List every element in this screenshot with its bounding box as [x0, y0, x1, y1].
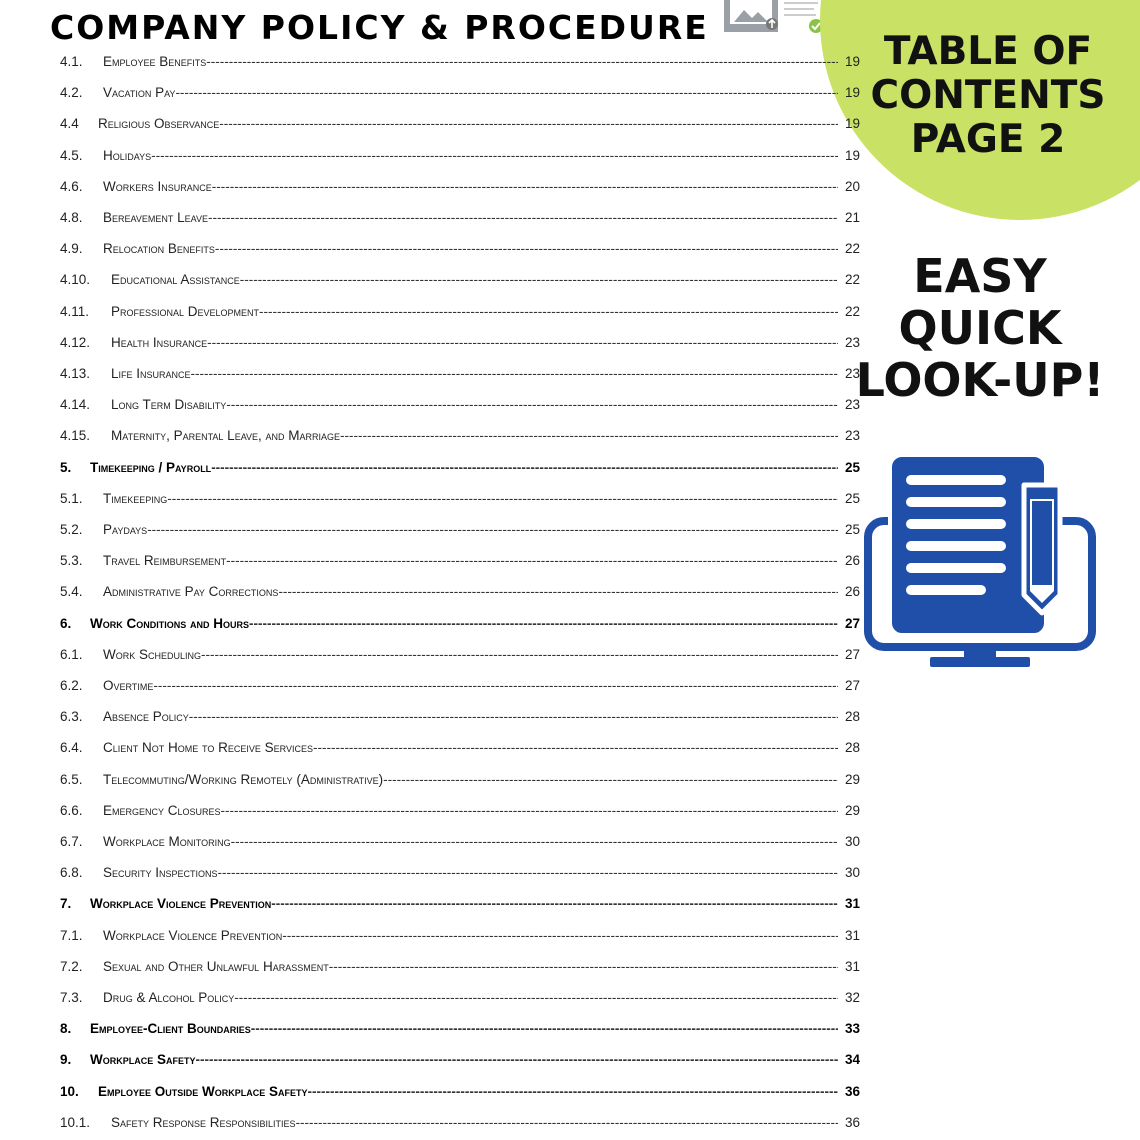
- toc-entry[interactable]: [60, 145, 860, 167]
- toc-entry-label: Administrative Pay Corrections: [103, 584, 279, 600]
- toc-leader-dots: [329, 956, 838, 978]
- toc-entry-label: Life Insurance: [111, 366, 191, 381]
- toc-entry-number: 5.: [60, 459, 72, 475]
- toc-entry-label: Employee-Client Boundaries: [90, 1021, 251, 1037]
- toc-entry-label: Timekeeping / Payroll: [90, 459, 212, 475]
- toc-entry-number: 4.5.: [60, 147, 83, 163]
- toc-leader-dots: [231, 831, 838, 853]
- toc-leader-dots: [383, 769, 838, 791]
- toc-entry-page: 26: [844, 584, 860, 600]
- toc-leader-dots: [215, 238, 838, 260]
- toc-leader-dots: [147, 519, 838, 541]
- toc-leader-dots: [219, 113, 838, 135]
- toc-entry-page: 30: [844, 865, 860, 881]
- toc-entry[interactable]: [60, 519, 860, 541]
- promo-line: EASY: [913, 249, 1047, 303]
- toc-entry-number: 6.8.: [60, 865, 83, 881]
- toc-entry-number: 6.2.: [60, 678, 83, 693]
- toc-entry[interactable]: [60, 1018, 860, 1040]
- toc-entry[interactable]: [60, 1049, 860, 1071]
- toc-entry-page: 27: [844, 678, 860, 693]
- toc-entry-label: Timekeeping: [103, 490, 168, 506]
- toc-entry[interactable]: [60, 987, 860, 1009]
- toc-entry-page: 30: [844, 834, 860, 849]
- toc-entry-number: 5.3.: [60, 553, 83, 569]
- toc-entry-page: 19: [844, 116, 860, 132]
- toc-entry[interactable]: [60, 457, 860, 479]
- toc-entry[interactable]: [60, 51, 860, 73]
- toc-entry-number: 4.4: [60, 116, 79, 132]
- toc-entry[interactable]: [60, 831, 860, 853]
- toc-entry-number: 8.: [60, 1021, 72, 1037]
- toc-entry-page: 34: [844, 1052, 860, 1068]
- document-monitor-icon: [864, 455, 1096, 670]
- toc-entry-label: Workplace Safety: [90, 1052, 196, 1068]
- toc-entry[interactable]: [60, 613, 860, 635]
- toc-entry-page: 36: [844, 1114, 860, 1130]
- toc-entry[interactable]: [60, 769, 860, 791]
- toc-leader-dots: [201, 644, 838, 666]
- toc-entry-number: 6.7.: [60, 834, 83, 849]
- toc-entry-number: 4.10.: [60, 272, 91, 288]
- toc-entry-label: Employee Outside Workplace Safety: [98, 1083, 308, 1099]
- toc-entry-number: 10.: [60, 1083, 79, 1099]
- toc-leader-dots: [189, 706, 838, 728]
- toc-leader-dots: [153, 675, 838, 697]
- toc-leader-dots: [211, 457, 838, 479]
- promo-line: QUICK: [898, 301, 1062, 355]
- toc-leader-dots: [212, 176, 838, 198]
- toc-entry-label: Employee Benefits: [103, 54, 207, 69]
- toc-entry-page: 23: [844, 428, 860, 444]
- toc-entry-label: Bereavement Leave: [103, 210, 208, 225]
- toc-leader-dots: [296, 1112, 838, 1134]
- toc-entry-page: 19: [844, 85, 860, 101]
- toc-entry-page: 36: [844, 1083, 860, 1099]
- toc-leader-dots: [226, 394, 838, 416]
- toc-entry[interactable]: [60, 82, 860, 104]
- page-title: COMPANY POLICY & PROCEDURE: [50, 8, 709, 47]
- toc-entry-page: 25: [844, 490, 860, 506]
- toc-entry-label: Emergency Closures: [103, 802, 221, 818]
- toc-entry-page: 22: [844, 272, 860, 288]
- toc-entry[interactable]: [60, 1112, 860, 1134]
- toc-entry-page: 32: [844, 990, 860, 1005]
- toc-entry-label: Vacation Pay: [103, 85, 176, 101]
- toc-entry[interactable]: [60, 675, 860, 697]
- toc-entry-label: Client Not Home to Receive Services: [103, 740, 313, 756]
- toc-entry[interactable]: [60, 301, 860, 323]
- toc-entry-label: Travel Reimbursement: [103, 553, 227, 569]
- toc-entry-number: 4.9.: [60, 241, 83, 257]
- toc-entry-label: Holidays: [103, 147, 152, 163]
- toc-entry-page: 22: [844, 241, 860, 257]
- toc-leader-dots: [259, 301, 838, 323]
- toc-entry-label: Workers Insurance: [103, 178, 212, 194]
- toc-entry-page: 22: [844, 303, 860, 319]
- toc-entry-number: 5.2.: [60, 522, 83, 537]
- toc-entry-page: 31: [844, 896, 860, 912]
- toc-leader-dots: [151, 145, 838, 167]
- toc-entry-page: 23: [844, 397, 860, 413]
- toc-entry-page: 19: [844, 54, 860, 69]
- toc-entry-label: Absence Policy: [103, 709, 189, 725]
- badge-line: CONTENTS: [870, 73, 1106, 118]
- toc-entry-label: Health Insurance: [111, 334, 208, 350]
- toc-entry-page: 27: [844, 615, 860, 631]
- toc-entry-page: 19: [844, 147, 860, 163]
- toc-entry-label: Workplace Monitoring: [103, 834, 231, 849]
- toc-entry-label: Long Term Disability: [111, 397, 227, 413]
- toc-entry-number: 4.12.: [60, 334, 91, 350]
- toc-entry[interactable]: [60, 363, 860, 385]
- toc-entry-number: 7.: [60, 896, 72, 912]
- toc-entry[interactable]: [60, 925, 860, 947]
- toc-entry-label: Educational Assistance: [111, 272, 240, 288]
- toc-entry[interactable]: [60, 113, 860, 135]
- toc-entry-label: Safety Response Responsibilities: [111, 1114, 296, 1130]
- toc-entry-label: Sexual and Other Unlawful Harassment: [103, 958, 329, 974]
- toc-entry[interactable]: [60, 488, 860, 510]
- badge-line: PAGE 2: [910, 117, 1066, 162]
- toc-entry-number: 6.1.: [60, 646, 83, 662]
- toc-entry-number: 6.: [60, 615, 72, 631]
- toc-leader-dots: [221, 800, 838, 822]
- toc-leader-dots: [313, 737, 838, 759]
- toc-entry-number: 4.13.: [60, 366, 91, 381]
- toc-entry-page: 26: [844, 553, 860, 569]
- toc-leader-dots: [308, 1081, 838, 1103]
- toc-leader-dots: [249, 613, 838, 635]
- promo-line: LOOK-UP!: [855, 353, 1105, 407]
- toc-entry-label: Security Inspections: [103, 865, 218, 881]
- toc-entry-label: Paydays: [103, 522, 148, 537]
- toc-entry-number: 6.4.: [60, 740, 83, 756]
- toc-entry-page: 21: [844, 210, 860, 225]
- toc-entry[interactable]: [60, 394, 860, 416]
- toc-entry-label: Maternity, Parental Leave, and Marriage: [111, 428, 341, 444]
- toc-leader-dots: [206, 51, 838, 73]
- toc-leader-dots: [191, 363, 838, 385]
- toc-entry-label: Overtime: [103, 678, 154, 693]
- toc-entry[interactable]: [60, 1081, 860, 1103]
- toc-entry[interactable]: [60, 893, 860, 915]
- toc-entry[interactable]: [60, 644, 860, 666]
- toc-entry-page: 28: [844, 709, 860, 725]
- toc-entry[interactable]: [60, 176, 860, 198]
- toc-entry-number: 5.1.: [60, 490, 83, 506]
- toc-leader-dots: [282, 925, 838, 947]
- toc-entry[interactable]: [60, 425, 860, 447]
- toc-leader-dots: [240, 269, 838, 291]
- toc-leader-dots: [271, 893, 838, 915]
- toc-entry-page: 28: [844, 740, 860, 756]
- toc-entry-number: 4.2.: [60, 85, 83, 101]
- toc-leader-dots: [175, 82, 838, 104]
- toc-leader-dots: [196, 1049, 839, 1071]
- toc-entry-number: 6.3.: [60, 709, 83, 725]
- toc-leader-dots: [278, 581, 838, 603]
- toc-leader-dots: [340, 425, 838, 447]
- toc-entry-page: 20: [844, 178, 860, 194]
- toc-entry-page: 31: [844, 958, 860, 974]
- toc-entry[interactable]: [60, 238, 860, 260]
- toc-entry-page: 33: [844, 1021, 860, 1037]
- toc-entry[interactable]: [60, 862, 860, 884]
- toc-entry[interactable]: [60, 956, 860, 978]
- toc-entry-number: 9.: [60, 1052, 72, 1068]
- toc-entry-label: Workplace Violence Prevention: [90, 896, 272, 912]
- toc-entry[interactable]: [60, 332, 860, 354]
- toc-entry-page: 29: [844, 802, 860, 818]
- toc-entry-number: 7.3.: [60, 990, 83, 1005]
- toc-entry-page: 23: [844, 366, 860, 381]
- toc-entry-label: Drug & Alcohol Policy: [103, 990, 235, 1005]
- toc-entry[interactable]: [60, 207, 860, 229]
- toc-entry-label: Telecommuting/Working Remotely (Administrative): [103, 771, 384, 787]
- promo-text: [850, 250, 1110, 406]
- toc-entry[interactable]: [60, 550, 860, 572]
- toc-entry-page: 27: [844, 646, 860, 662]
- toc-entry[interactable]: [60, 800, 860, 822]
- toc-entry-number: 6.5.: [60, 771, 83, 787]
- toc-entry-number: 10.1.: [60, 1114, 91, 1130]
- toc-leader-dots: [226, 550, 838, 572]
- toc-entry[interactable]: [60, 581, 860, 603]
- toc-entry-number: 4.6.: [60, 178, 83, 194]
- document-thumbnail-icon: [722, 0, 822, 34]
- toc-entry-number: 4.15.: [60, 428, 91, 444]
- toc-entry-number: 6.6.: [60, 802, 83, 818]
- toc-entry-label: Professional Development: [111, 303, 260, 319]
- toc-leader-dots: [218, 862, 838, 884]
- toc-leader-dots: [251, 1018, 838, 1040]
- page-badge-text: [858, 30, 1118, 162]
- toc-entry[interactable]: [60, 269, 860, 291]
- toc-entry-label: Work Scheduling: [103, 646, 202, 662]
- toc-leader-dots: [167, 488, 838, 510]
- toc-leader-dots: [208, 207, 838, 229]
- toc-entry-number: 4.1.: [60, 54, 83, 69]
- toc-entry-number: 4.11.: [60, 303, 90, 319]
- toc-entry-label: Relocation Benefits: [103, 241, 215, 257]
- toc-entry-label: Work Conditions and Hours: [90, 615, 249, 631]
- toc-entry-page: 25: [844, 459, 860, 475]
- toc-leader-dots: [234, 987, 838, 1009]
- toc-entry-page: 23: [844, 334, 860, 350]
- toc-entry-number: 5.4.: [60, 584, 83, 600]
- toc-entry-page: 25: [844, 522, 860, 537]
- toc-leader-dots: [207, 332, 838, 354]
- toc-entry-number: 4.14.: [60, 397, 91, 413]
- toc-entry-number: 7.2.: [60, 958, 83, 974]
- toc-entry-page: 31: [844, 927, 860, 943]
- toc-entry[interactable]: [60, 706, 860, 728]
- toc-entry-number: 4.8.: [60, 210, 83, 225]
- toc-entry-number: 7.1.: [60, 927, 83, 943]
- toc-entry-page: 29: [844, 771, 860, 787]
- toc-entry-label: Religious Observance: [98, 116, 220, 132]
- toc-entry[interactable]: [60, 737, 860, 759]
- toc-entry-label: Workplace Violence Prevention: [103, 927, 283, 943]
- badge-line: TABLE OF: [883, 29, 1093, 74]
